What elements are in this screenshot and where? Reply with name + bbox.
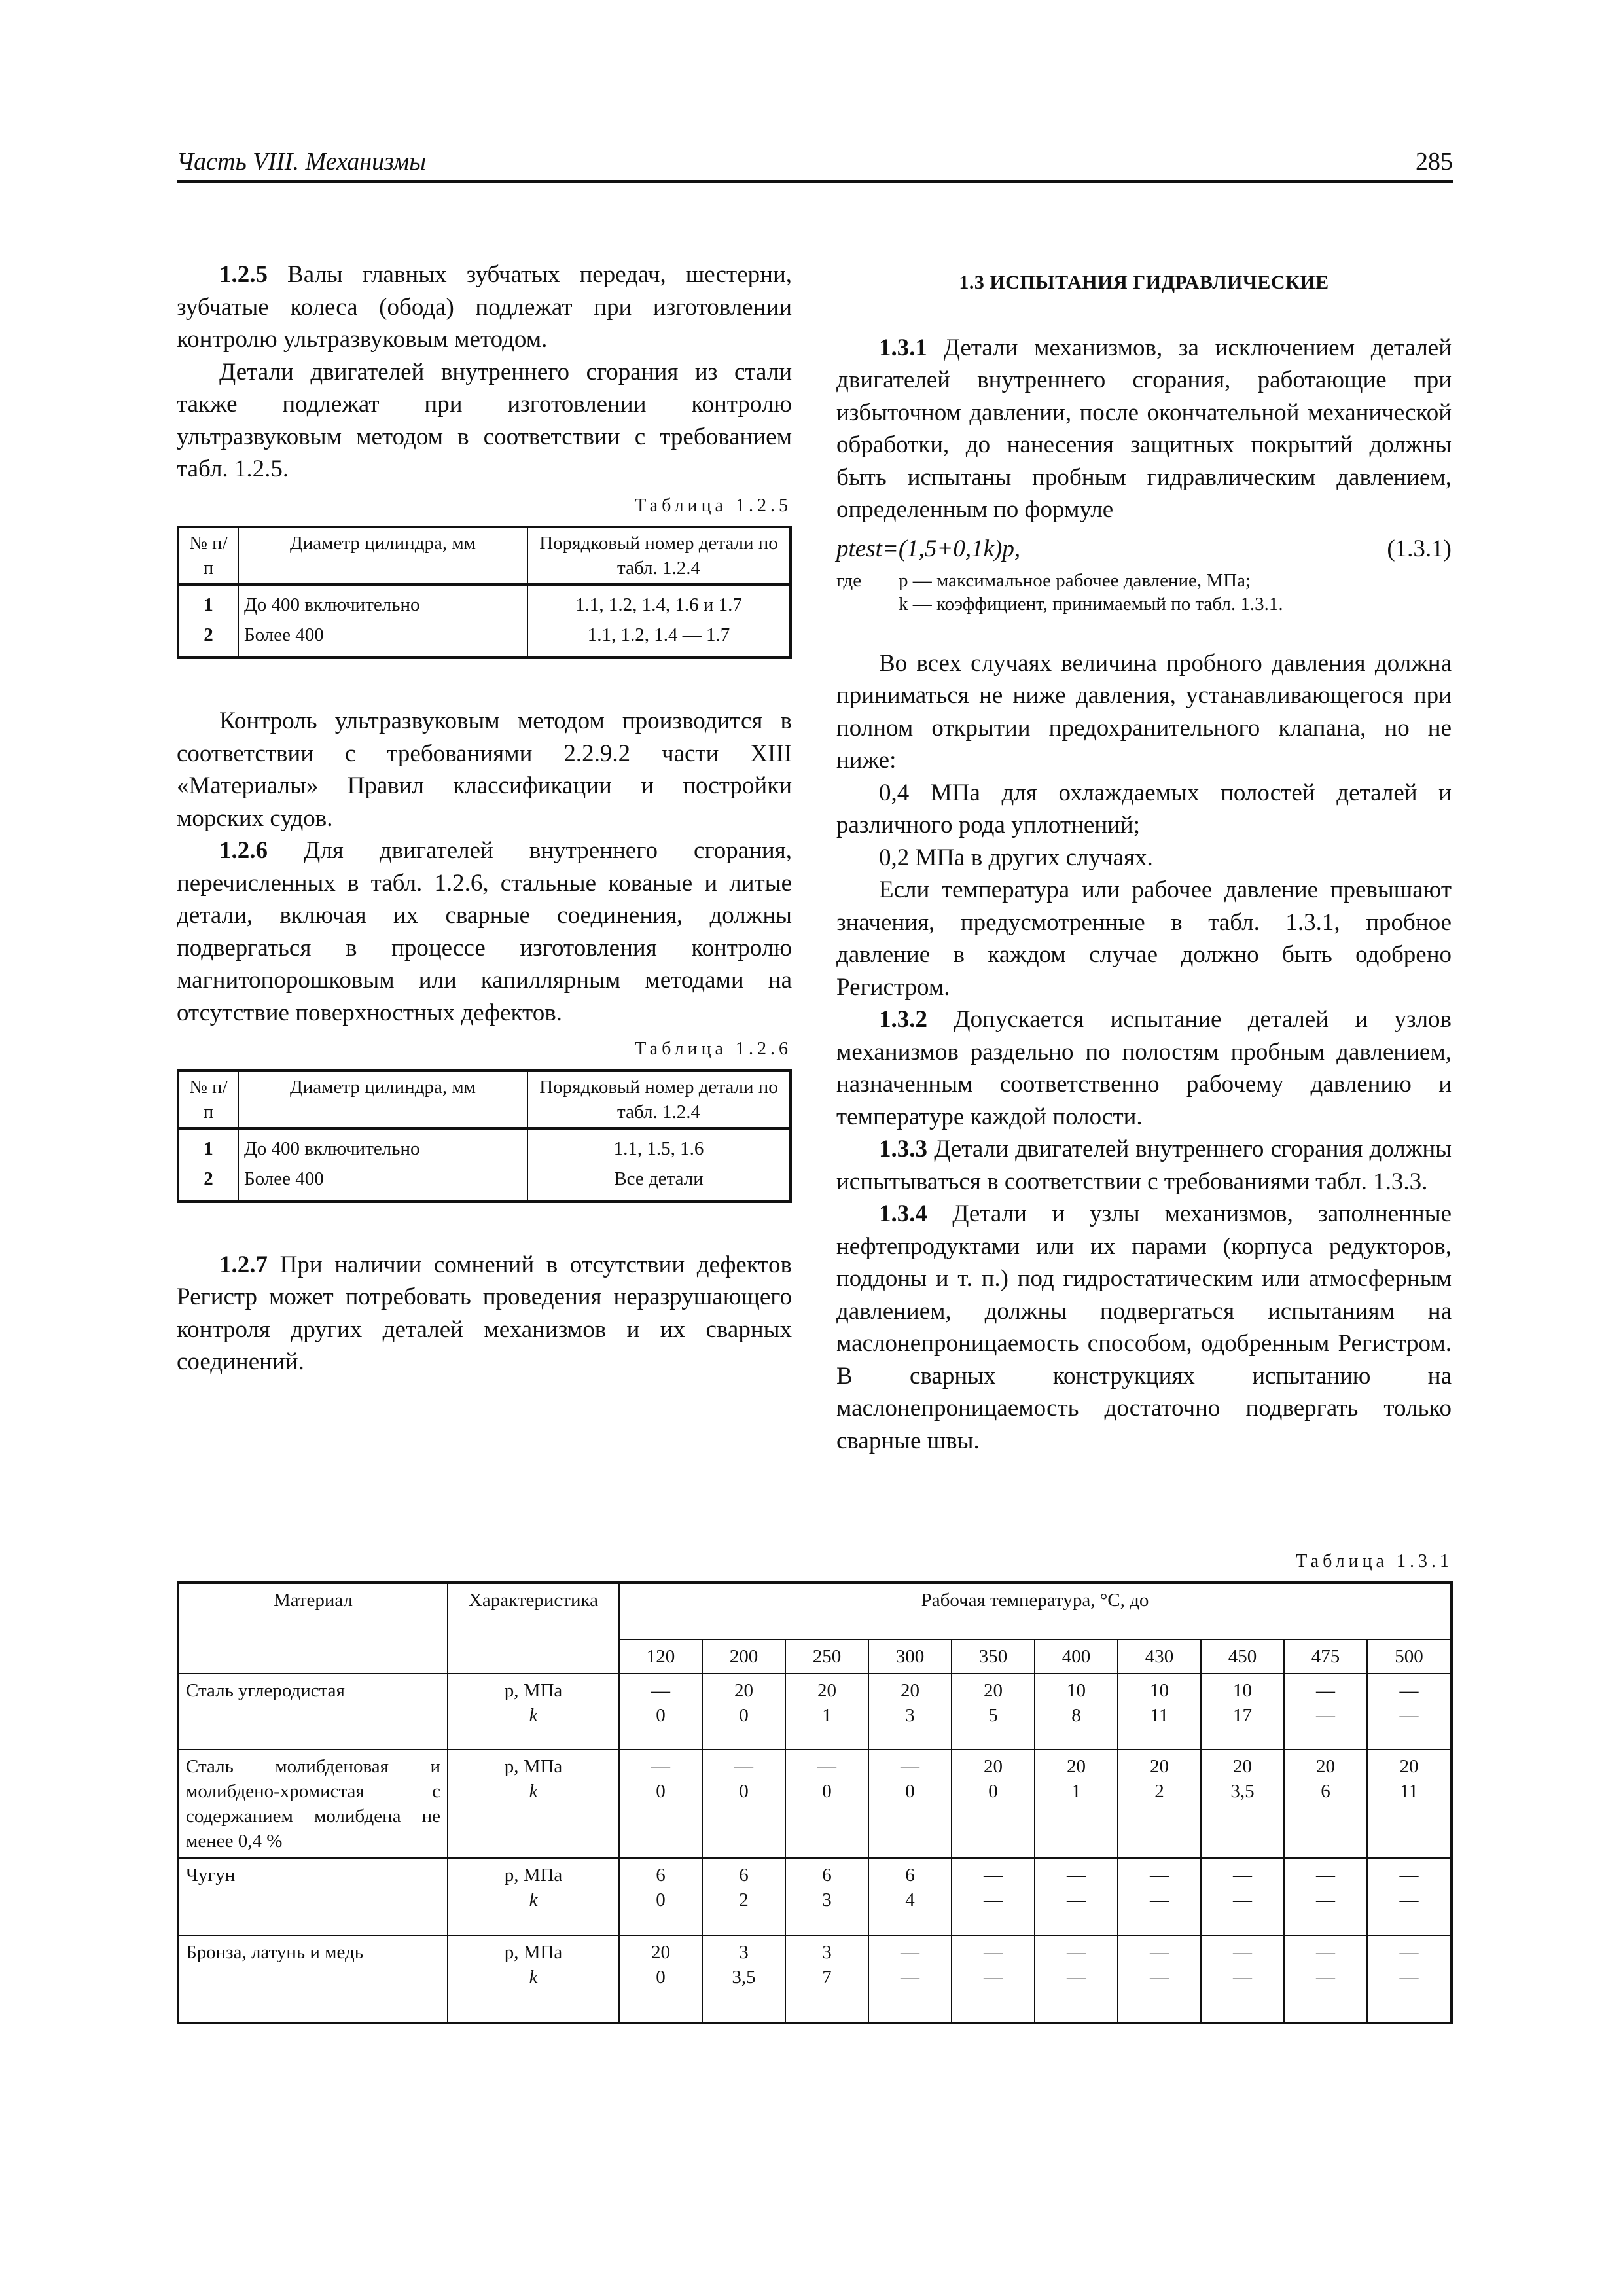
paragraph-text: Детали двигателей внутреннего сгорания должны испытываться в соответствии с требованиями табл. 1.3.3. <box>836 1136 1452 1195</box>
formula-number: (1.3.1) <box>1387 535 1452 562</box>
table-row <box>178 1858 1452 1935</box>
k-value: 1 <box>1071 1781 1081 1802</box>
value-cell <box>702 1935 785 2023</box>
table-1-2-6 <box>177 1069 792 1203</box>
k-value: 3,5 <box>732 1967 756 1988</box>
pressure-value: 6 <box>905 1865 915 1886</box>
characteristic-p: p, МПа <box>504 1942 563 1963</box>
value-cell <box>1367 1858 1452 1935</box>
table-header: № п/п <box>178 1071 238 1128</box>
table-header: Порядковый номер детали по табл. 1.2.4 <box>527 1071 791 1128</box>
pressure-value: 3 <box>739 1942 749 1963</box>
table-cell: 2 <box>178 1164 238 1202</box>
characteristic-p: p, МПа <box>504 1756 563 1777</box>
value-cell <box>785 1674 868 1749</box>
pressure-value: — <box>1399 1865 1419 1886</box>
clause-number: 1.3.4 <box>879 1200 927 1227</box>
k-value: 0 <box>656 1781 666 1802</box>
pressure-value: — <box>817 1756 836 1777</box>
value-cell <box>1284 1858 1367 1935</box>
value-cell <box>1201 1749 1284 1858</box>
table-row <box>178 1128 791 1164</box>
paragraph-exceed-values: Если температура или рабочее давление превышают значения, предусмотренные в табл. 1.3.1, пробное давление в каждом случае должно быть одобрено Регистром. <box>836 876 1452 1001</box>
pressure-value: 6 <box>822 1865 832 1886</box>
value-cell <box>952 1749 1035 1858</box>
value-cell <box>619 1674 702 1749</box>
k-value: — <box>1067 1967 1086 1988</box>
pressure-value: 20 <box>984 1756 1003 1777</box>
pressure-value: 20 <box>1399 1756 1419 1777</box>
pressure-value: 20 <box>734 1680 753 1701</box>
characteristic-k: k <box>529 1705 538 1726</box>
pressure-value: — <box>901 1756 919 1777</box>
pressure-value: — <box>1233 1865 1252 1886</box>
right-column <box>836 259 1452 1457</box>
paragraph-text: Для двигателей внутреннего сгорания, перечисленных в табл. 1.2.6, стальные кованые и литые детали, включая их сварные соединения, должны подвергаться в процессе изготовления контролю магнитопорошковым или капиллярным методами на отсутствие поверхностных дефектов. <box>177 837 792 1026</box>
value-cell <box>1367 1674 1452 1749</box>
material-cell: Чугун <box>178 1858 448 1935</box>
paragraph-text: При наличии сомнений в отсутствии дефектов Регистр может потребовать проведения неразрушающего контроля других деталей механизмов и их сварных соединений. <box>177 1251 792 1375</box>
characteristic-k: k <box>529 1967 538 1988</box>
value-cell <box>619 1858 702 1935</box>
value-cell <box>868 1674 952 1749</box>
where-p: p — максимальное рабочее давление, МПа; <box>899 569 1251 591</box>
formula-1-3-1 <box>836 533 1452 569</box>
table-row <box>178 1935 1452 2023</box>
k-value: 0 <box>988 1781 998 1802</box>
k-value: 0 <box>739 1781 749 1802</box>
material-cell: Бронза, латунь и медь <box>178 1935 448 2023</box>
k-value: — <box>1399 1890 1419 1910</box>
section-title: 1.3 ИСПЫТАНИЯ ГИДРАВЛИЧЕСКИЕ <box>959 272 1329 293</box>
formula-legend <box>836 569 1452 621</box>
characteristic-cell <box>448 1674 619 1749</box>
table-cell: 2 <box>178 620 238 658</box>
paragraph-0-4-mpa: 0,4 МПа для охлаждаемых полостей деталей и различного рода уплотнений; <box>836 779 1452 838</box>
paragraph-text: Детали механизмов, за исключением деталей двигателей внутреннего сгорания, работающие при избыточном давлении, после окончательной механической обработки, до нанесения защитных покрытий должны быть испытаны пробным гидравлическим давлением, определенным по формуле <box>836 334 1452 523</box>
k-value: 3 <box>822 1890 832 1910</box>
paragraph-min-pressure: Во всех случаях величина пробного давления должна приниматься не ниже давления, устанавливающегося при полном открытии предохранительного клапана, но не ниже: <box>836 649 1452 774</box>
value-cell <box>619 1935 702 2023</box>
value-cell <box>785 1935 868 2023</box>
paragraph-text: Детали и узлы механизмов, заполненные нефтепродуктами или их парами (корпуса редукторов, поддоны и т. п.) под гидростатическим или атмосферным давлением, должны подвергаться испытаниям на маслонепроницаемость способом, одобренным Регистром. В сварных конструкциях испытанию на маслонепроницаемость достаточно подвергать только сварные швы. <box>836 1200 1452 1454</box>
pressure-value: — <box>1316 1942 1335 1963</box>
page-number: 285 <box>1416 148 1453 175</box>
k-value: 11 <box>1150 1705 1169 1726</box>
column-header-characteristic: Характеристика <box>448 1583 619 1674</box>
pressure-value: 6 <box>656 1865 666 1886</box>
value-cell <box>1118 1674 1201 1749</box>
table-cell: 1 <box>178 584 238 620</box>
pressure-value: 20 <box>1233 1756 1252 1777</box>
clause-number: 1.2.7 <box>219 1251 268 1278</box>
pressure-value: 3 <box>822 1942 832 1963</box>
where-k: k — коэффициент, принимаемый по табл. 1.3.1. <box>899 593 1283 615</box>
material-cell: Сталь углеродистая <box>178 1674 448 1749</box>
paragraph-1-3-2 <box>836 1003 1452 1133</box>
paragraph-1-2-6 <box>177 834 792 1029</box>
pressure-value: 20 <box>651 1942 670 1963</box>
value-cell <box>868 1935 952 2023</box>
where-label: где <box>836 569 862 591</box>
value-cell <box>1201 1674 1284 1749</box>
table-1-2-6-caption: Таблица 1.2.6 <box>635 1039 792 1059</box>
value-cell <box>1035 1935 1118 2023</box>
value-cell <box>868 1858 952 1935</box>
temperature-header: 120 <box>619 1640 702 1674</box>
value-cell <box>1118 1749 1201 1858</box>
pressure-value: — <box>1399 1942 1419 1963</box>
table-cell: До 400 включительно <box>238 584 527 620</box>
k-value: 6 <box>1321 1781 1330 1802</box>
characteristic-p: p, МПа <box>504 1680 563 1701</box>
temperature-header: 450 <box>1201 1640 1284 1674</box>
pressure-value: — <box>1399 1680 1419 1701</box>
pressure-value: — <box>1067 1865 1086 1886</box>
characteristic-cell <box>448 1858 619 1935</box>
k-value: — <box>1233 1967 1252 1988</box>
k-value: — <box>1150 1967 1169 1988</box>
table-header: Диаметр цилиндра, мм <box>238 1071 527 1128</box>
paragraph-1-2-5 <box>177 259 792 356</box>
table-cell: Более 400 <box>238 1164 527 1202</box>
k-value: — <box>1316 1705 1335 1726</box>
clause-number: 1.2.6 <box>219 837 268 864</box>
pressure-value: 20 <box>1150 1756 1169 1777</box>
pressure-value: 20 <box>901 1680 919 1701</box>
paragraph-1-3-1 <box>836 332 1452 526</box>
temperature-header: 200 <box>702 1640 785 1674</box>
pressure-value: — <box>984 1942 1003 1963</box>
paragraph-engines-ultrasonic: Детали двигателей внутреннего сгорания из стали также подлежат при изготовлении контролю ультразвуковым методом в соответствии с требованием табл. 1.2.5. <box>177 358 792 482</box>
k-value: — <box>1233 1890 1252 1910</box>
clause-number: 1.3.1 <box>879 334 927 361</box>
value-cell <box>1367 1935 1452 2023</box>
value-cell <box>785 1749 868 1858</box>
pressure-value: — <box>1233 1942 1252 1963</box>
k-value: — <box>1316 1890 1335 1910</box>
pressure-value: — <box>734 1756 753 1777</box>
value-cell <box>785 1858 868 1935</box>
paragraph-ultrasonic-control: Контроль ультразвуковым методом производится в соответствии с требованиями 2.2.9.2 части XIII «Материалы» Правил классификации и постройки морских судов. <box>177 708 792 832</box>
left-column <box>177 259 792 1378</box>
characteristic-k: k <box>529 1890 538 1910</box>
value-cell <box>952 1935 1035 2023</box>
value-cell <box>1201 1858 1284 1935</box>
k-value: — <box>984 1967 1003 1988</box>
page-header <box>177 147 1453 179</box>
k-value: — <box>1067 1890 1086 1910</box>
pressure-value: — <box>651 1680 670 1701</box>
header-rule <box>177 180 1453 183</box>
k-value: 17 <box>1233 1705 1252 1726</box>
paragraph-1-2-7 <box>177 1249 792 1378</box>
temperature-header: 500 <box>1367 1640 1452 1674</box>
k-value: 11 <box>1400 1781 1418 1802</box>
value-cell <box>1118 1935 1201 2023</box>
table-header: № п/п <box>178 527 238 584</box>
value-cell <box>702 1749 785 1858</box>
k-value: — <box>984 1890 1003 1910</box>
value-cell <box>868 1749 952 1858</box>
pressure-value: 10 <box>1150 1680 1169 1701</box>
table-row <box>178 1164 791 1202</box>
value-cell <box>1284 1935 1367 2023</box>
material-cell: Сталь молибденовая и молибдено-хромистая с содержанием молибдена не менее 0,4 % <box>178 1749 448 1858</box>
characteristic-k: k <box>529 1781 538 1802</box>
temperature-header: 350 <box>952 1640 1035 1674</box>
temperature-header: 400 <box>1035 1640 1118 1674</box>
temperature-header: 250 <box>785 1640 868 1674</box>
pressure-value: 20 <box>1316 1756 1335 1777</box>
table-cell: Все детали <box>527 1164 791 1202</box>
k-value: 0 <box>905 1781 915 1802</box>
k-value: 0 <box>822 1781 832 1802</box>
value-cell <box>1201 1935 1284 2023</box>
table-header: Порядковый номер детали по табл. 1.2.4 <box>527 527 791 584</box>
k-value: 1 <box>822 1705 832 1726</box>
pressure-value: — <box>651 1756 670 1777</box>
k-value: 8 <box>1071 1705 1081 1726</box>
pressure-value: — <box>1067 1942 1086 1963</box>
value-cell <box>952 1858 1035 1935</box>
value-cell <box>1035 1858 1118 1935</box>
running-title: Часть VIII. Механизмы <box>177 148 427 175</box>
pressure-value: — <box>1150 1865 1169 1886</box>
table-1-3-1 <box>177 1581 1453 2024</box>
value-cell <box>702 1674 785 1749</box>
value-cell <box>1118 1858 1201 1935</box>
table-row <box>178 584 791 620</box>
table-cell: 1 <box>178 1128 238 1164</box>
k-value: — <box>1150 1890 1169 1910</box>
k-value: 0 <box>739 1705 749 1726</box>
table-cell: 1.1, 1.2, 1.4, 1.6 и 1.7 <box>527 584 791 620</box>
column-header-temperature: Рабочая температура, °С, до <box>619 1583 1452 1640</box>
table-row <box>178 620 791 658</box>
table-row <box>178 1674 1452 1749</box>
k-value: 4 <box>905 1890 915 1910</box>
table-cell: 1.1, 1.2, 1.4 — 1.7 <box>527 620 791 658</box>
formula-expression: ptest=(1,5+0,1k)p, <box>836 535 1021 562</box>
table-1-2-5-caption: Таблица 1.2.5 <box>635 495 792 516</box>
temperature-header: 300 <box>868 1640 952 1674</box>
value-cell <box>1367 1749 1452 1858</box>
paragraph-1-3-4 <box>836 1198 1452 1457</box>
pressure-value: 10 <box>1233 1680 1252 1701</box>
paragraph-0-2-mpa: 0,2 МПа в других случаях. <box>879 844 1153 871</box>
paragraph-text: Валы главных зубчатых передач, шестерни, зубчатые колеса (обода) подлежат при изготовлении контролю ультразвуковым методом. <box>177 261 792 353</box>
clause-number: 1.3.3 <box>879 1136 927 1162</box>
column-header-material: Материал <box>178 1583 448 1674</box>
characteristic-p: p, МПа <box>504 1865 563 1886</box>
k-value: — <box>1399 1705 1419 1726</box>
pressure-value: 20 <box>1067 1756 1086 1777</box>
pressure-value: — <box>1316 1680 1335 1701</box>
table-cell: Более 400 <box>238 620 527 658</box>
temperature-header: 430 <box>1118 1640 1201 1674</box>
characteristic-cell <box>448 1935 619 2023</box>
pressure-value: — <box>1316 1865 1335 1886</box>
k-value: 3 <box>905 1705 915 1726</box>
paragraph-1-3-3 <box>836 1133 1452 1198</box>
pressure-value: 20 <box>817 1680 836 1701</box>
table-row <box>178 1749 1452 1858</box>
pressure-value: — <box>984 1865 1003 1886</box>
value-cell <box>952 1674 1035 1749</box>
k-value: — <box>1399 1967 1419 1988</box>
value-cell <box>1035 1749 1118 1858</box>
k-value: 0 <box>656 1705 666 1726</box>
table-header: Диаметр цилиндра, мм <box>238 527 527 584</box>
table-cell: 1.1, 1.5, 1.6 <box>527 1128 791 1164</box>
table-1-2-5 <box>177 526 792 659</box>
k-value: 2 <box>739 1890 749 1910</box>
value-cell <box>1284 1749 1367 1858</box>
table-1-3-1-caption: Таблица 1.3.1 <box>1296 1551 1453 1571</box>
pressure-value: 10 <box>1067 1680 1086 1701</box>
characteristic-cell <box>448 1749 619 1858</box>
pressure-value: 20 <box>984 1680 1003 1701</box>
value-cell <box>702 1858 785 1935</box>
k-value: — <box>1316 1967 1335 1988</box>
k-value: 0 <box>656 1890 666 1910</box>
k-value: 0 <box>656 1967 666 1988</box>
value-cell <box>1035 1674 1118 1749</box>
table-cell: До 400 включительно <box>238 1128 527 1164</box>
clause-number: 1.3.2 <box>879 1006 927 1033</box>
k-value: 3,5 <box>1230 1781 1255 1802</box>
pressure-value: — <box>1150 1942 1169 1963</box>
clause-number: 1.2.5 <box>219 261 268 288</box>
temperature-header: 475 <box>1284 1640 1367 1674</box>
value-cell <box>1284 1674 1367 1749</box>
k-value: — <box>901 1967 919 1988</box>
k-value: 7 <box>822 1967 832 1988</box>
k-value: 2 <box>1154 1781 1164 1802</box>
pressure-value: — <box>901 1942 919 1963</box>
value-cell <box>619 1749 702 1858</box>
pressure-value: 6 <box>739 1865 749 1886</box>
k-value: 5 <box>988 1705 998 1726</box>
paragraph-text: Допускается испытание деталей и узлов механизмов раздельно по полостям пробным давлением, назначенным соответственно рабочему давлению и температуре каждой полости. <box>836 1006 1452 1130</box>
